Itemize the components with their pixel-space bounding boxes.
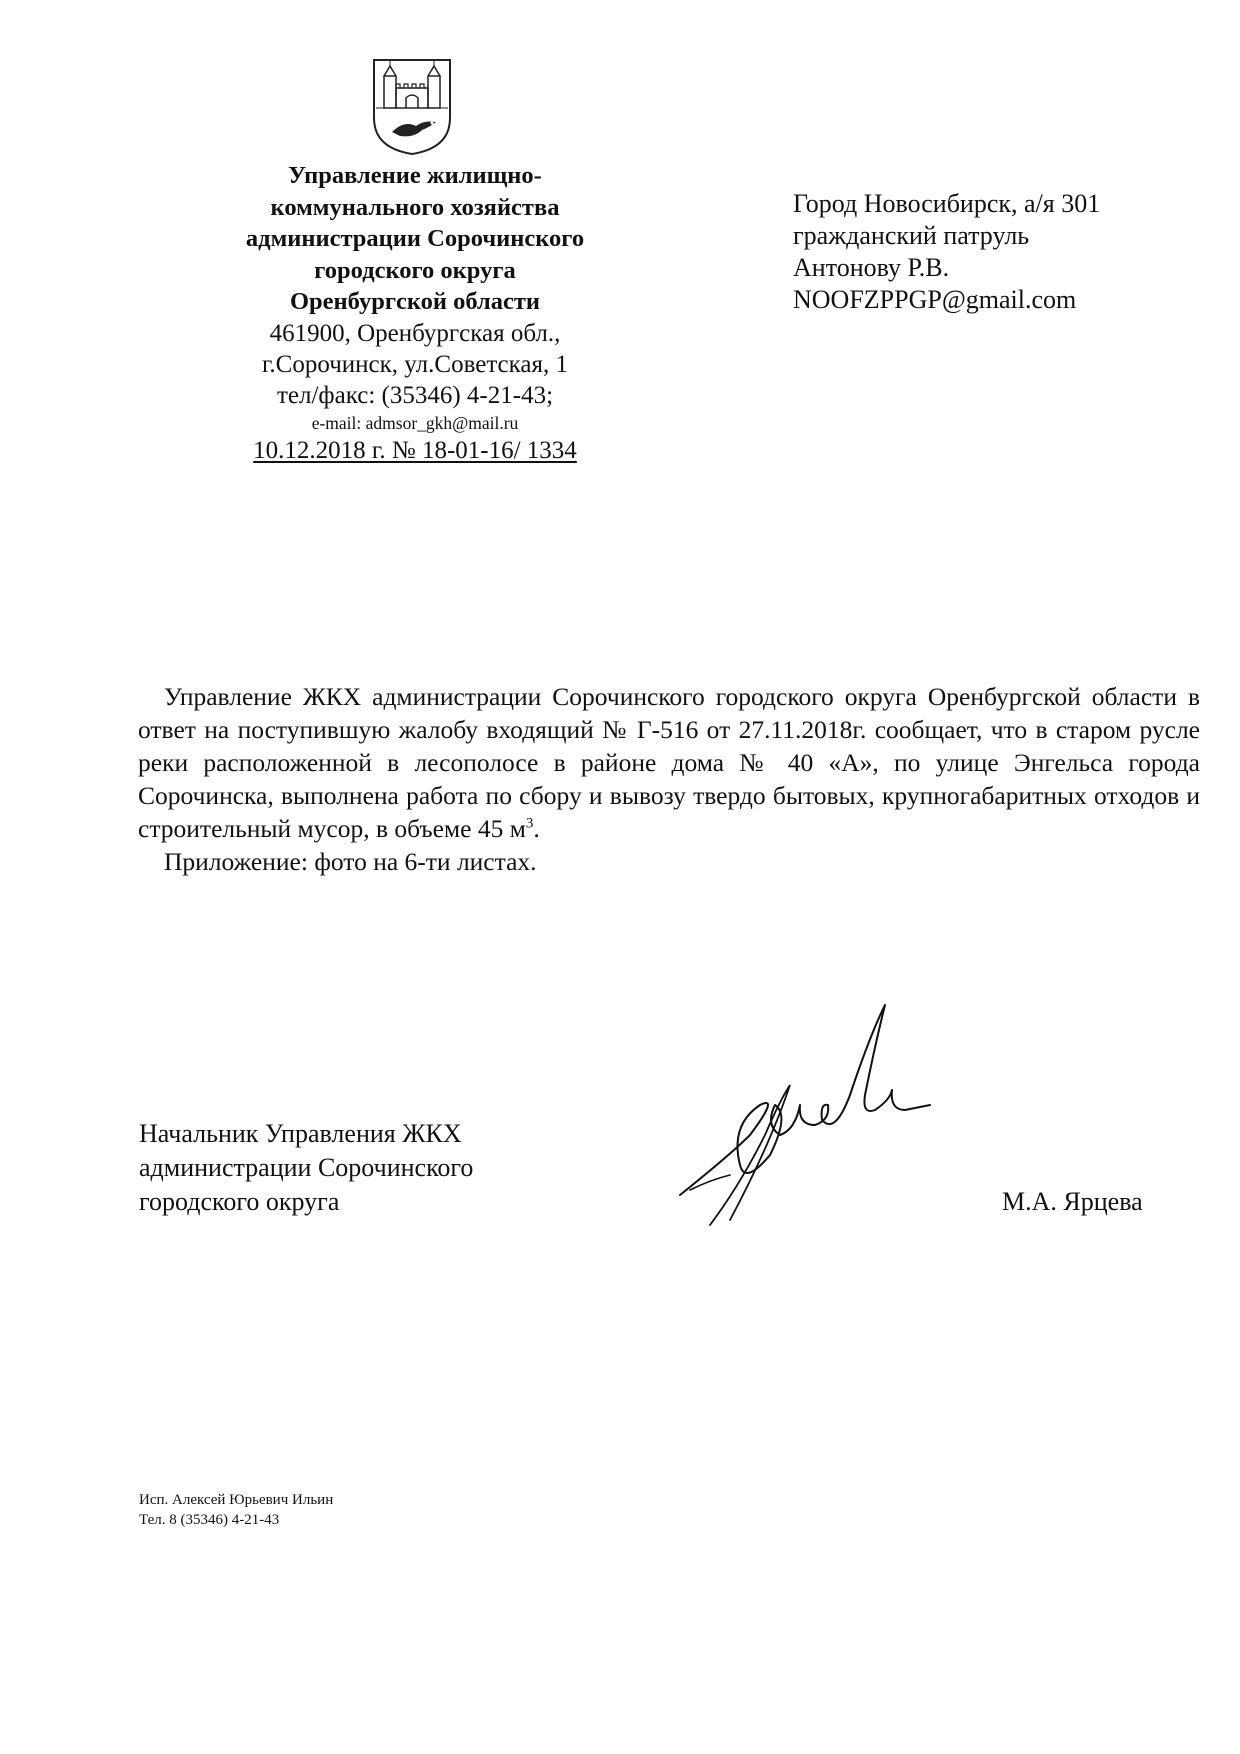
signer-title-line: администрации Сорочинского	[139, 1153, 474, 1182]
recipient-email: NOOFZPPGP@gmail.com	[793, 285, 1077, 314]
cubic-superscript: 3	[525, 815, 534, 832]
phone-fax: тел/факс: (35346) 4-21-43;	[276, 381, 554, 409]
main-paragraph-text: Управление ЖКХ администрации Сорочинского городского округа Оренбургской области в ответ на поступившую жалобу входящий № Г-516 от 27.11.2018г. сообщает, что в старом русле реки расположенной в лесополосе в районе дома № 40 «А», по улице Энгельса города Сорочинска, выполнена работа по сбору и вывозу твердо бытовых, крупногабаритных отходов и строительный мусор, в объеме 45 м	[138, 682, 1200, 843]
recipient-line: Антонову Р.В.	[793, 253, 950, 282]
recipient-block	[793, 188, 1213, 316]
org-name-line: Управление жилищно-	[288, 162, 542, 189]
signer-title	[139, 1117, 599, 1219]
sender-header	[190, 160, 640, 467]
org-name-line: коммунального хозяйства	[270, 193, 560, 221]
address-line: г.Сорочинск, ул.Советская, 1	[261, 350, 569, 378]
address-line: 461900, Оренбургская обл.,	[269, 319, 561, 347]
letter-body	[138, 680, 1200, 878]
signer-name: М.А. Ярцева	[1002, 1187, 1143, 1216]
handwritten-signature	[670, 985, 950, 1245]
reference-number: 10.12.2018 г. № 18-01-16/ 1334	[253, 436, 577, 464]
recipient-line: Город Новосибирск, а/я 301	[793, 189, 1101, 218]
coat-of-arms-icon	[370, 56, 454, 156]
sender-email: e-mail: admsor_gkh@mail.ru	[311, 412, 519, 433]
signer-title-line: Начальник Управления ЖКХ	[139, 1119, 462, 1148]
executor-phone: Тел. 8 (35346) 4-21-43	[139, 1512, 280, 1528]
org-name-line: Оренбургской области	[289, 288, 541, 315]
recipient-line: гражданский патруль	[793, 221, 1030, 250]
executor-name: Исп. Алексей Юрьевич Ильин	[139, 1492, 334, 1508]
paragraph-end: .	[533, 814, 540, 843]
attachment-note: Приложение: фото на 6-ти листах.	[164, 847, 537, 876]
signer-title-line: городского округа	[139, 1187, 340, 1216]
main-paragraph	[138, 680, 1200, 845]
org-name-line: администрации Сорочинского	[245, 225, 585, 252]
executor-block	[139, 1490, 333, 1530]
org-name-line: городского округа	[314, 256, 516, 284]
